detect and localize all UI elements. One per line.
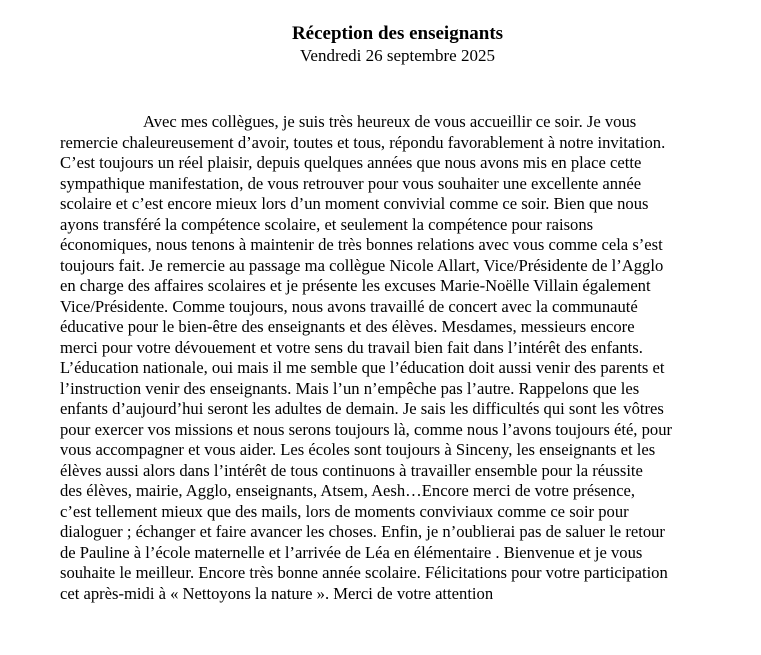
body-line: économiques, nous tenons à maintenir de très bonnes relations avec vous comme cela s’est — [60, 235, 663, 254]
body-line: de Pauline à l’école maternelle et l’arrivée de Léa en élémentaire . Bienvenue et je vous — [60, 542, 643, 562]
body-line: éducative pour le bien-être des enseignants et des élèves. Mesdames, messieurs encore — [60, 317, 635, 336]
body-line: scolaire et c’est encore mieux lors d’un moment convivial comme ce soir. Bien que nous — [60, 194, 649, 213]
body-line: Avec mes collègues, je suis très heureux de vous accueillir ce soir. Je vous — [143, 112, 637, 131]
body-line: L’éducation nationale, oui mais il me semble que l’éducation doit aussi venir des parents et — [60, 358, 665, 377]
document-title: Réception des enseignants — [291, 23, 504, 44]
speech-body — [60, 112, 749, 604]
body-line: souhaite le meilleur. Encore très bonne année scolaire. Félicitations pour votre participation — [60, 563, 668, 582]
body-line: C’est toujours un réel plaisir, depuis quelques années que nous avons mis en place cette — [60, 153, 642, 172]
body-line: Vice/Présidente. Comme toujours, nous avons travaillé de concert avec la communauté — [60, 296, 638, 316]
body-line: dialoguer ; échanger et faire avancer les choses. Enfin, je n’oublierai pas de saluer le retour — [60, 522, 665, 541]
body-line: c’est tellement mieux que des mails, lors de moments conviviaux comme ce soir pour — [60, 501, 629, 521]
document-date: Vendredi 26 septembre 2025 — [300, 46, 495, 65]
body-line: toujours fait. Je remercie au passage ma collègue Nicole Allart, Vice/Présidente de l’Agglo — [60, 255, 664, 275]
body-line: cet après-midi à « Nettoyons la nature ». Merci de votre attention — [60, 583, 494, 603]
body-line: merci pour votre dévouement et votre sens du travail bien fait dans l’intérêt des enfants. — [60, 337, 643, 357]
body-line: vous accompagner et vous aider. Les écoles sont toujours à Sinceny, les enseignants et les — [60, 440, 656, 459]
body-line: l’instruction venir des enseignants. Mais l’un n’empêche pas l’autre. Rappelons que les — [60, 378, 640, 398]
body-line: ayons transféré la compétence scolaire, et seulement la compétence pour raisons — [60, 214, 594, 234]
body-line: remercie chaleureusement d’avoir, toutes et tous, répondu favorablement à notre invitation. — [60, 132, 666, 152]
body-line: sympathique manifestation, de vous retrouver pour vous souhaiter une excellente année — [60, 173, 642, 193]
body-line: en charge des affaires scolaires et je présente les excuses Marie-Noëlle Villain également — [60, 276, 651, 295]
body-line: enfants d’aujourd’hui seront les adultes de demain. Je sais les difficultés qui sont les vôtres — [60, 399, 664, 418]
body-line: pour exercer vos missions et nous serons toujours là, comme nous l’avons toujours été, pour — [60, 419, 673, 439]
body-line: des élèves, mairie, Agglo, enseignants, Atsem, Aesh…Encore merci de votre présence, — [60, 481, 636, 500]
body-line: élèves aussi alors dans l’intérêt de tous continuons à travailler ensemble pour la réussite — [60, 460, 643, 480]
